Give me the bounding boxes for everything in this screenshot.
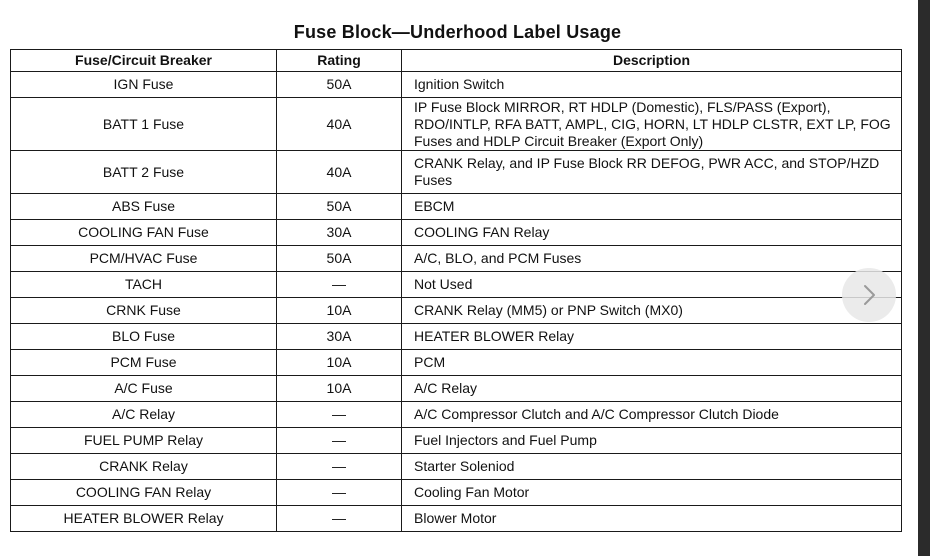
column-header-description: Description xyxy=(402,50,902,72)
column-header-rating: Rating xyxy=(277,50,402,72)
fuse-rating: 50A xyxy=(277,246,402,272)
table-row xyxy=(11,298,902,324)
table-row xyxy=(11,402,902,428)
fuse-name: A/C Fuse xyxy=(11,376,277,402)
fuse-rating: — xyxy=(277,272,402,298)
fuse-rating: — xyxy=(277,480,402,506)
fuse-rating: 10A xyxy=(277,376,402,402)
fuse-description: IP Fuse Block MIRROR, RT HDLP (Domestic), FLS/PASS (Export), RDO/INTLP, RFA BATT, AMPL, CIG, HORN, LT HDLP CLSTR, EXT LP, FOG Fuses and HDLP Circuit Breaker (Export Only) xyxy=(402,98,902,151)
table-header-row xyxy=(11,50,902,72)
fuse-rating: 40A xyxy=(277,151,402,194)
table-row xyxy=(11,194,902,220)
table-row xyxy=(11,272,902,298)
fuse-name: FUEL PUMP Relay xyxy=(11,428,277,454)
fuse-rating: 40A xyxy=(277,98,402,151)
fuse-rating: 50A xyxy=(277,194,402,220)
table-row xyxy=(11,350,902,376)
fuse-name: CRANK Relay xyxy=(11,454,277,480)
fuse-description: CRANK Relay (MM5) or PNP Switch (MX0) xyxy=(402,298,902,324)
column-header-name: Fuse/Circuit Breaker xyxy=(11,50,277,72)
table-row xyxy=(11,454,902,480)
fuse-name: COOLING FAN Relay xyxy=(11,480,277,506)
table-row xyxy=(11,480,902,506)
fuse-description: HEATER BLOWER Relay xyxy=(402,324,902,350)
fuse-description: Blower Motor xyxy=(402,506,902,532)
table-row xyxy=(11,246,902,272)
fuse-description: CRANK Relay, and IP Fuse Block RR DEFOG, PWR ACC, and STOP/HZD Fuses xyxy=(402,151,902,194)
fuse-rating: — xyxy=(277,506,402,532)
fuse-name: TACH xyxy=(11,272,277,298)
table-row xyxy=(11,220,902,246)
fuse-rating: 10A xyxy=(277,298,402,324)
fuse-name: BLO Fuse xyxy=(11,324,277,350)
fuse-description: Starter Soleniod xyxy=(402,454,902,480)
next-page-button[interactable] xyxy=(842,268,896,322)
fuse-rating: 30A xyxy=(277,324,402,350)
window-edge xyxy=(918,0,930,556)
fuse-name: PCM/HVAC Fuse xyxy=(11,246,277,272)
table-row xyxy=(11,151,902,194)
fuse-description: Ignition Switch xyxy=(402,72,902,98)
fuse-name: ABS Fuse xyxy=(11,194,277,220)
fuse-description: A/C Relay xyxy=(402,376,902,402)
fuse-description: COOLING FAN Relay xyxy=(402,220,902,246)
fuse-rating: — xyxy=(277,428,402,454)
fuse-name: IGN Fuse xyxy=(11,72,277,98)
table-row xyxy=(11,506,902,532)
fuse-description: EBCM xyxy=(402,194,902,220)
fuse-description: A/C, BLO, and PCM Fuses xyxy=(402,246,902,272)
fuse-rating: 50A xyxy=(277,72,402,98)
fuse-description: PCM xyxy=(402,350,902,376)
page-title: Fuse Block—Underhood Label Usage xyxy=(293,22,622,42)
fuse-rating: — xyxy=(277,454,402,480)
fuse-description: Not Used xyxy=(402,272,902,298)
chevron-right-icon xyxy=(859,282,879,308)
fuse-name: CRNK Fuse xyxy=(11,298,277,324)
table-row xyxy=(11,72,902,98)
fuse-name: COOLING FAN Fuse xyxy=(11,220,277,246)
fuse-description: Fuel Injectors and Fuel Pump xyxy=(402,428,902,454)
fuse-name: HEATER BLOWER Relay xyxy=(11,506,277,532)
fuse-rating: — xyxy=(277,402,402,428)
fuse-name: PCM Fuse xyxy=(11,350,277,376)
table-row xyxy=(11,428,902,454)
fuse-name: BATT 2 Fuse xyxy=(11,151,277,194)
table-row xyxy=(11,376,902,402)
fuse-name: A/C Relay xyxy=(11,402,277,428)
fuse-description: Cooling Fan Motor xyxy=(402,480,902,506)
fuse-rating: 30A xyxy=(277,220,402,246)
table-row xyxy=(11,324,902,350)
fuse-table xyxy=(10,49,902,532)
fuse-rating: 10A xyxy=(277,350,402,376)
fuse-name: BATT 1 Fuse xyxy=(11,98,277,151)
table-row xyxy=(11,98,902,151)
fuse-description: A/C Compressor Clutch and A/C Compressor Clutch Diode xyxy=(402,402,902,428)
